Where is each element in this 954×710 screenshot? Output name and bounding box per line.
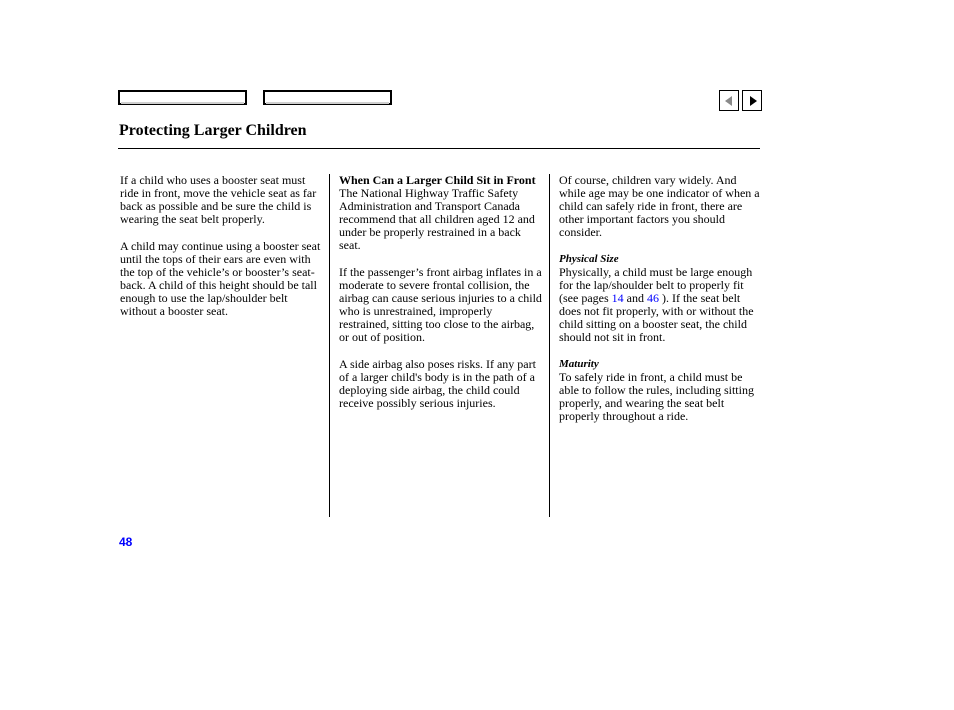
page-link-46[interactable]: 46 [646,291,659,305]
col2-paragraph-2: If the passenger’s front airbag inflates in a moderate to severe frontal collision, the airbag can cause serious injuries to a child who is unrestrained, improperly restrained, sitting too close to the airbag, or out of position. [339,265,542,344]
column-1 [120,174,322,332]
nav-button-1[interactable] [118,90,247,105]
col1-paragraph-2: A child may continue using a booster seat until the tops of their ears are even with the top of the vehicle’s or booster’s seat-back. A child of this height should be tall enough to use the lap/shoulder belt without a booster seat. [120,239,321,318]
col2-paragraph-1: The National Highway Traffic Safety Administration and Transport Canada recommend that all children aged 12 and under be properly restrained in a back seat. [339,186,535,252]
page-link-14[interactable]: 14 [611,291,624,305]
column-3 [559,174,764,437]
page-title: Protecting Larger Children [119,122,307,139]
column-2 [339,174,543,424]
subheading-maturity: Maturity [559,358,599,370]
maturity-text: To safely ride in front, a child must be able to follow the rules, including sitting properly, and wearing the seat belt properly throughout a ride. [559,370,754,423]
col3-paragraph-1: Of course, children vary widely. And while age may be one indicator of when a child can safely ride in front, there are other important factors you should consider. [559,173,760,239]
next-page-button[interactable] [742,90,762,111]
physical-size-text-a: Physically, a child must be large enough for the lap/shoulder belt to properly fit (see pages [559,265,753,305]
column-divider-1 [329,174,330,517]
col1-paragraph-1: If a child who uses a booster seat must ride in front, move the vehicle seat as far back as possible and be sure the child is wearing the seat belt properly. [120,173,317,226]
nav-button-2[interactable] [263,90,392,105]
left-arrow-icon [725,96,732,106]
section-heading-front-seat: When Can a Larger Child Sit in Front [339,173,536,187]
column-divider-2 [549,174,550,517]
title-divider [118,148,760,149]
subheading-physical-size: Physical Size [559,253,619,265]
col2-paragraph-3: A side airbag also poses risks. If any part of a larger child's body is in the path of a deploying side airbag, the child could receive possibly serious injuries. [339,357,536,410]
previous-page-button[interactable] [719,90,739,111]
page-number: 48 [119,535,133,549]
right-arrow-icon [750,96,757,106]
physical-size-text-b: ). If the seat belt does not fit properly, with or without the child sitting on a booster seat, the child should not sit in front. [559,291,754,344]
physical-size-and: and [623,291,647,305]
